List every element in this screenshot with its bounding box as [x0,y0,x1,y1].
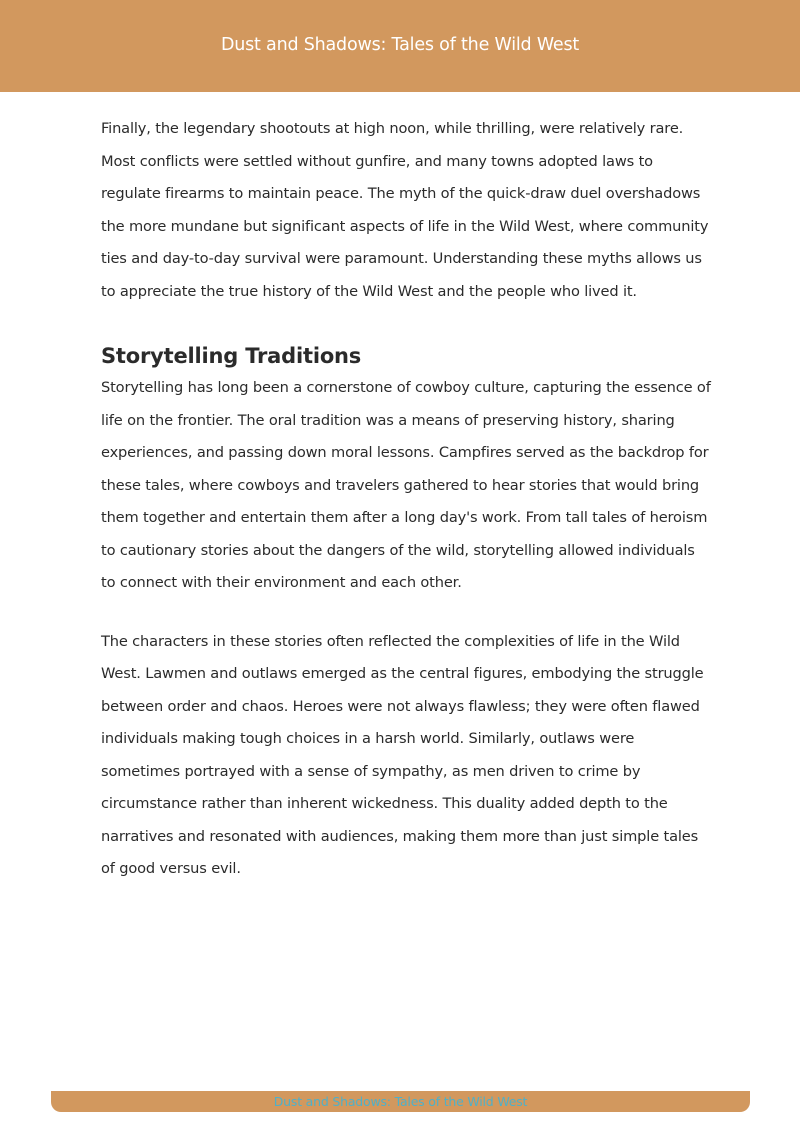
page-content [101,113,711,886]
storytelling-paragraph-1: Storytelling has long been a cornerstone of cowboy culture, capturing the essence of life on the frontier. The oral tradition was a means of preserving history, sharing experiences, and passing down moral lessons. Campfires served as the backdrop for these tales, where cowboys and travelers gathered to hear stories that would bring them together and entertain them after a long day's work. From tall tales of heroism to cautionary stories about the dangers of the wild, storytelling allowed individuals to connect with their environment and each other. [101,379,711,591]
storytelling-paragraph-2: The characters in these stories often reflected the complexities of life in the Wild West. Lawmen and outlaws emerged as the central figures, embodying the struggle between order and chaos. Heroes were not always flawless; they were often flawed individuals making tough choices in a harsh world. Similarly, outlaws were sometimes portrayed with a sense of sympathy, as men driven to crime by circumstance rather than inherent wickedness. This duality added depth to the narratives and resonated with audiences, making them more than just simple tales of good versus evil. [101,632,704,877]
footer-text: Dust and Shadows: Tales of the Wild West [273,1094,528,1109]
page-header [0,0,800,92]
intro-paragraph: Finally, the legendary shootouts at high noon, while thrilling, were relatively rare. Most conflicts were settled without gunfire, and many towns adopted laws to regulate firearms to maintain peace. The myth of the quick-draw duel overshadows the more mundane but significant aspects of life in the Wild West, where community ties and day-to-day survival were paramount. Understanding these myths allows us to appreciate the true history of the Wild West and the people who lived it. [101,120,709,300]
page-footer [51,1091,750,1112]
section-heading: Storytelling Traditions [101,344,362,368]
header-title: Dust and Shadows: Tales of the Wild West [220,35,580,55]
